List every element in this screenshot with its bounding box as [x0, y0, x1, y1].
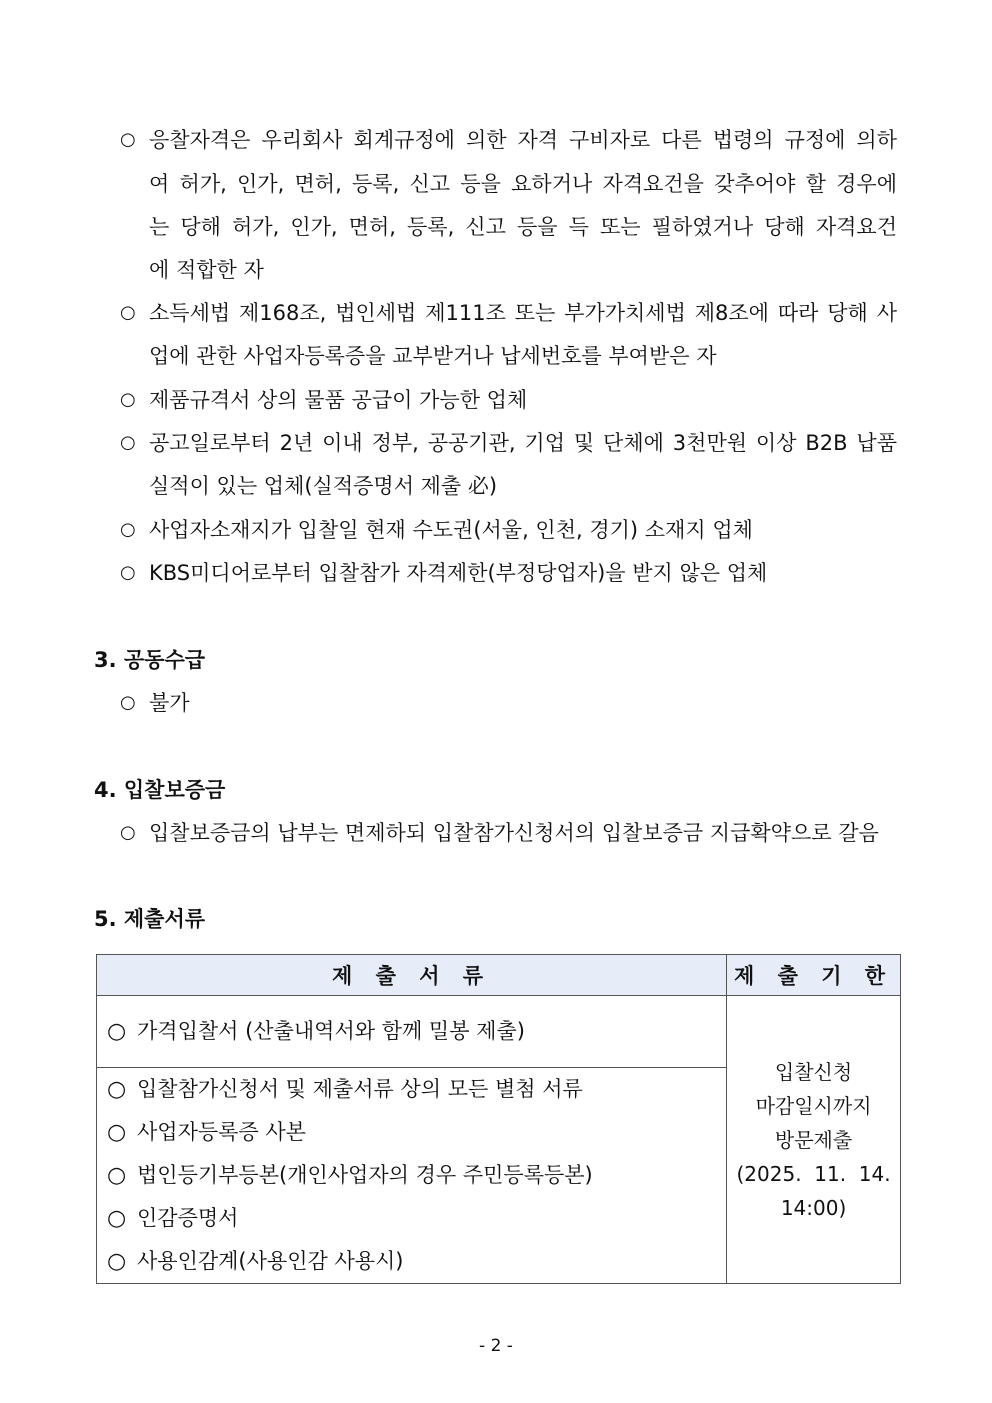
bullet-marker: ○: [120, 302, 136, 323]
documents-cell-1: [97, 996, 727, 1068]
bullet-marker: ○: [120, 562, 136, 583]
table-header-row: [97, 955, 901, 996]
bullet-2-line-2: 업에 관한 사업자등록증을 교부받거나 납세번호를 부여받은 자: [149, 344, 717, 368]
bullet-marker: ○: [120, 519, 136, 540]
list-item: [107, 1010, 716, 1053]
bullet-1-line-3: 는 당해 허가, 인가, 면허, 등록, 신고 등을 득 또는 필하였거나 당해 자격요건: [149, 215, 897, 239]
circle-icon: ○: [107, 1019, 127, 1044]
list-item: [107, 1154, 716, 1197]
item-text: 가격입찰서 (산출내역서와 함께 밀봉 제출): [137, 1019, 525, 1043]
item-text: 사업자등록증 사본: [137, 1120, 306, 1144]
circle-icon: ○: [107, 1163, 127, 1188]
table-row: [97, 996, 901, 1068]
bullet-1-line-1: 응찰자격은 우리회사 회계규정에 의한 자격 구비자로 다른 법령의 규정에 의하: [149, 128, 897, 152]
bullet-marker: ○: [120, 692, 136, 713]
deadline-line-5: 14:00): [780, 1195, 847, 1220]
bullet-marker: ○: [120, 129, 136, 150]
header-deadline: 제 출 기 한: [727, 955, 901, 996]
bullet-4-line-1: 공고일로부터 2년 이내 정부, 공공기관, 기업 및 단체에 3천만원 이상 B2B 납품: [149, 431, 897, 455]
section-4-item: 입찰보증금의 납부는 면제하되 입찰참가신청서의 입찰보증금 지급확약으로 갈음: [149, 821, 879, 845]
list-item: [107, 1111, 716, 1154]
bullet-6-line-1: KBS미디어로부터 입찰참가 자격제한(부정당업자)을 받지 않은 업체: [149, 561, 768, 585]
item-text: 입찰참가신청서 및 제출서류 상의 모든 별첨 서류: [137, 1077, 583, 1101]
bullet-4-line-2: 실적이 있는 업체(실적증명서 제출 必): [149, 474, 498, 498]
circle-icon: ○: [107, 1077, 127, 1102]
bullet-5-line-1: 사업자소재지가 입찰일 현재 수도권(서울, 인천, 경기) 소재지 업체: [149, 518, 753, 542]
section-3-item: 불가: [149, 691, 190, 715]
page-number: - 2 -: [479, 1336, 513, 1356]
circle-icon: ○: [107, 1206, 127, 1231]
circle-icon: ○: [107, 1120, 127, 1145]
section-3-title: 3. 공동수급: [94, 648, 206, 672]
bullet-2-line-1: 소득세법 제168조, 법인세법 제111조 또는 부가가치세법 제8조에 따라 당해 사: [149, 301, 897, 325]
list-item: [107, 1068, 716, 1111]
list-item: [107, 1197, 716, 1240]
bullet-marker: ○: [120, 389, 136, 410]
documents-cell-2: [97, 1068, 727, 1284]
deadline-cell: [727, 996, 901, 1284]
deadline-line-4: (2025. 11. 14.: [736, 1161, 891, 1186]
list-item: [107, 1240, 716, 1283]
bullet-marker: ○: [120, 822, 136, 843]
section-4-title: 4. 입찰보증금: [94, 778, 226, 802]
bullet-1-line-2: 여 허가, 인가, 면허, 등록, 신고 등을 요하거나 자격요건을 갖추어야 할 경우에: [149, 172, 897, 196]
bullet-3-line-1: 제품규격서 상의 물품 공급이 가능한 업체: [149, 388, 528, 412]
circle-icon: ○: [107, 1249, 127, 1274]
item-text: 인감증명서: [137, 1206, 239, 1230]
bullet-1-line-4: 에 적합한 자: [149, 258, 264, 282]
submission-documents-table: [96, 954, 901, 1284]
deadline-line-3: 방문제출: [774, 1127, 853, 1152]
bullet-marker: ○: [120, 432, 136, 453]
item-text: 법인등기부등본(개인사업자의 경우 주민등록등본): [137, 1163, 593, 1187]
item-text: 사용인감계(사용인감 사용시): [137, 1249, 404, 1273]
deadline-line-2: 마감일시까지: [755, 1093, 872, 1118]
header-documents: 제 출 서 류: [97, 955, 727, 996]
deadline-line-1: 입찰신청: [774, 1059, 853, 1084]
section-5-title: 5. 제출서류: [94, 907, 206, 931]
